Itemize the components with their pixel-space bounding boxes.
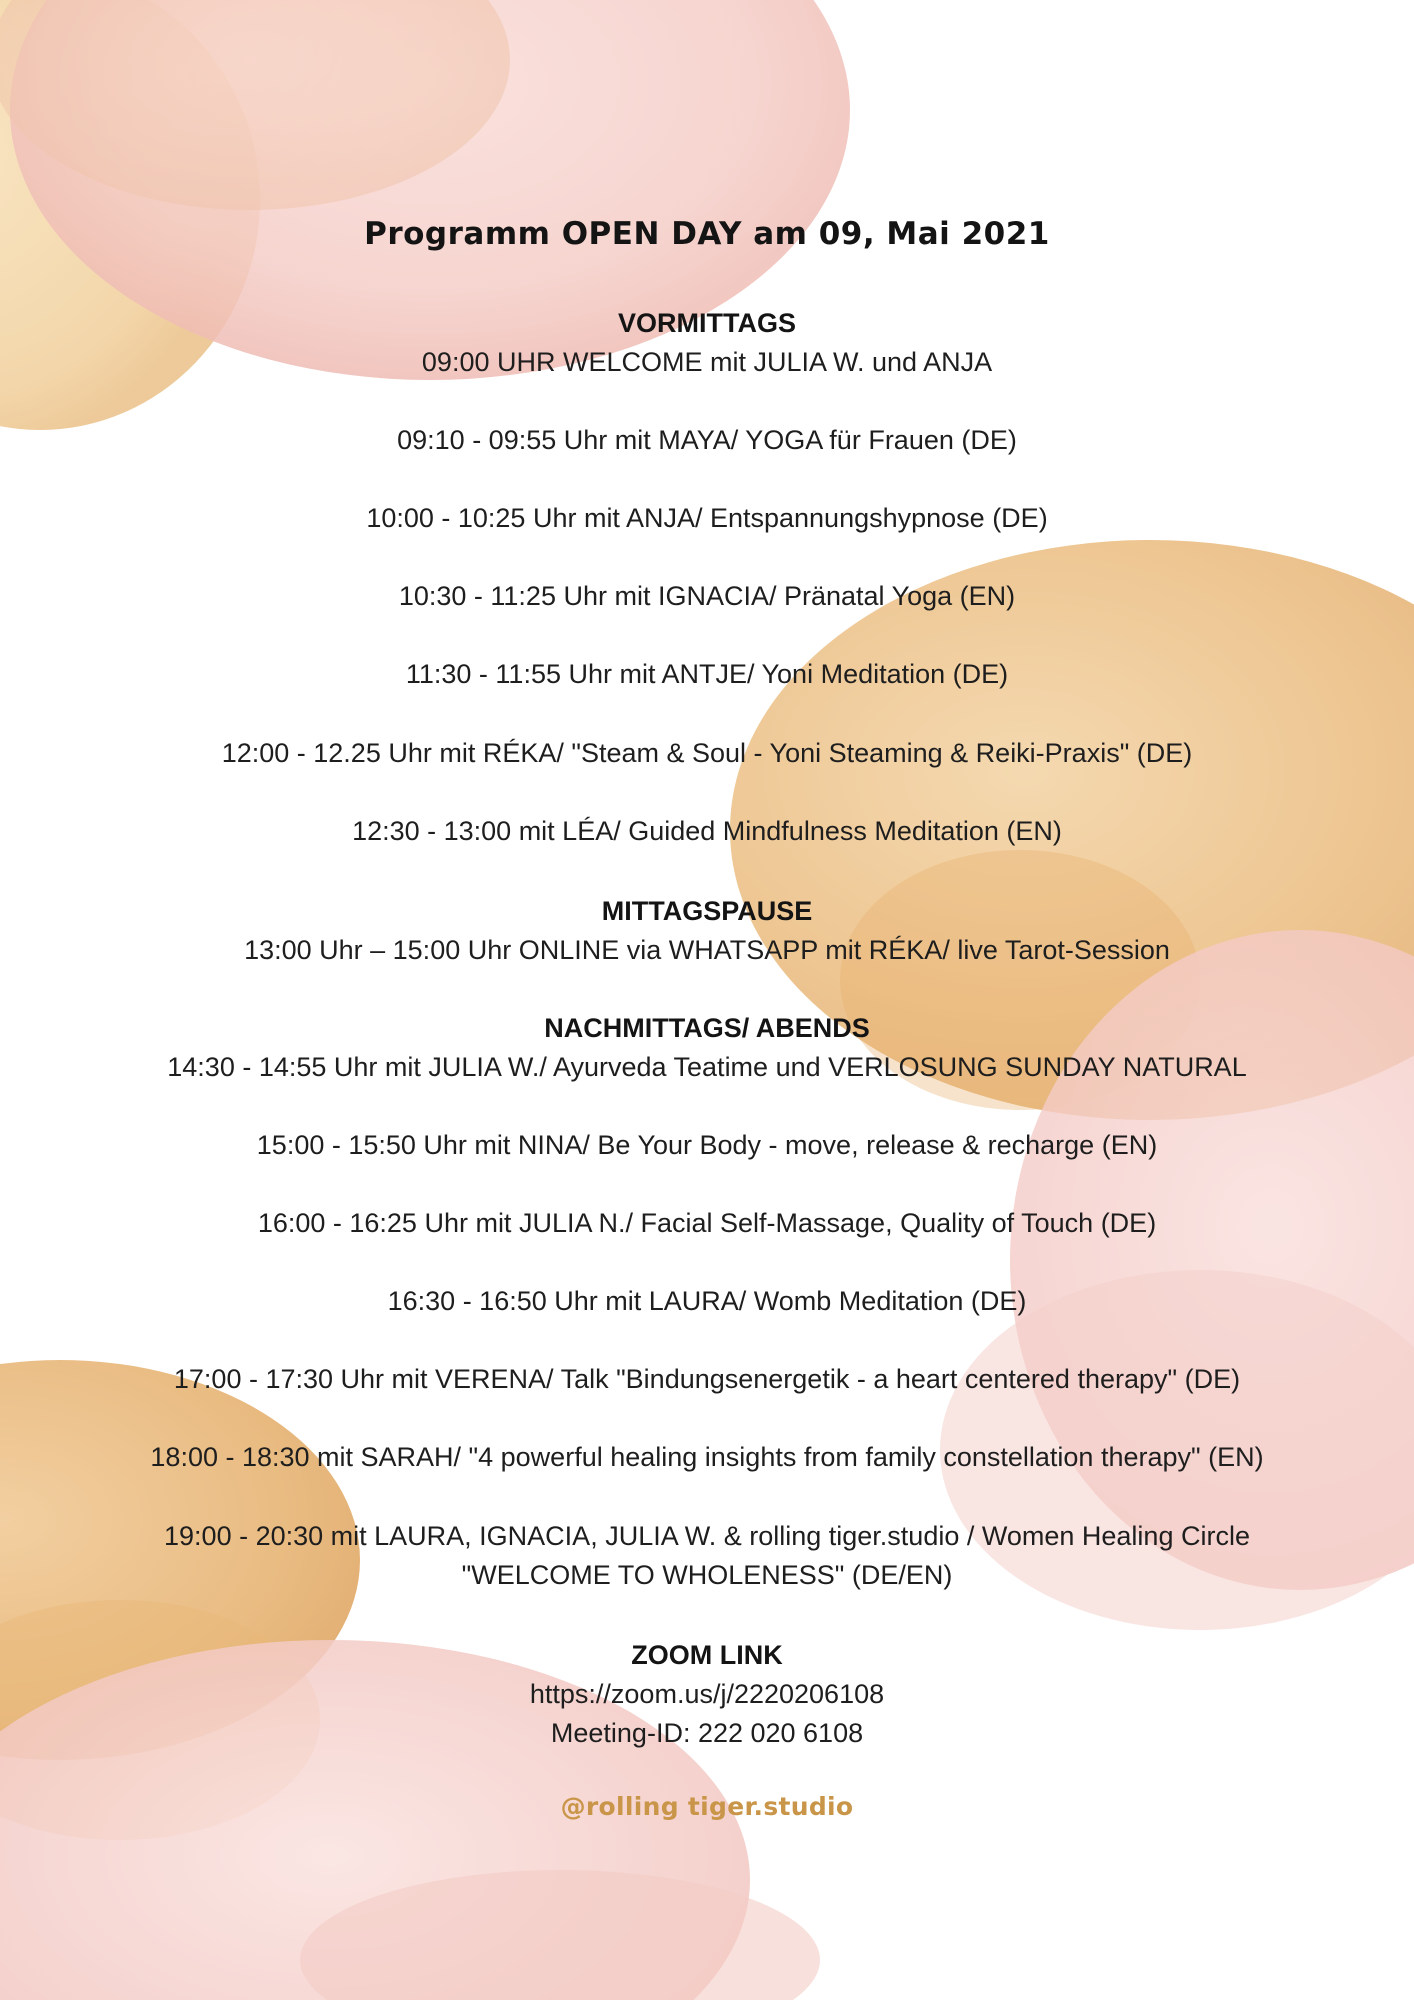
section-heading-lunch: MITTAGSPAUSE [601,896,813,926]
section-heading-morning: VORMITTAGS [618,308,796,338]
schedule-item: 12:30 - 13:00 mit LÉA/ Guided Mindfulness Meditation (EN) [352,816,1062,846]
schedule-item: 12:00 - 12.25 Uhr mit RÉKA/ "Steam & Soul - Yoni Steaming & Reiki-Praxis" (DE) [221,738,1193,768]
page-title: Programm OPEN DAY am 09, Mai 2021 [364,216,1050,252]
schedule-item: 11:30 - 11:55 Uhr mit ANTJE/ Yoni Meditation (DE) [405,659,1009,689]
zoom-link[interactable]: https://zoom.us/j/2220206108 [529,1679,885,1709]
footer-handle[interactable]: @rolling tiger.studio [560,1792,854,1821]
meeting-id: Meeting-ID: 222 020 6108 [550,1718,864,1748]
schedule-item: 14:30 - 14:55 Uhr mit JULIA W./ Ayurveda Teatime und VERLOSUNG SUNDAY NATURAL [167,1052,1247,1082]
section-heading-afternoon: NACHMITTAGS/ ABENDS [544,1013,870,1043]
schedule-item: 16:30 - 16:50 Uhr mit LAURA/ Womb Meditation (DE) [387,1286,1027,1316]
section-heading-zoom: ZOOM LINK [631,1640,783,1670]
schedule-item: 16:00 - 16:25 Uhr mit JULIA N./ Facial Self-Massage, Quality of Touch (DE) [257,1208,1157,1238]
schedule-item: 18:00 - 18:30 mit SARAH/ "4 powerful healing insights from family constellation therapy" (EN) [150,1442,1264,1472]
schedule-item: 15:00 - 15:50 Uhr mit NINA/ Be Your Body - move, release & recharge (EN) [256,1130,1158,1160]
schedule-item: 13:00 Uhr – 15:00 Uhr ONLINE via WHATSAPP mit RÉKA/ live Tarot-Session [244,935,1170,965]
schedule-item: 10:00 - 10:25 Uhr mit ANJA/ Entspannungshypnose (DE) [366,503,1048,533]
schedule-item: 09:10 - 09:55 Uhr mit MAYA/ YOGA für Frauen (DE) [397,425,1017,455]
schedule-item: 17:00 - 17:30 Uhr mit VERENA/ Talk "Bindungsenergetik - a heart centered therapy" (DE) [173,1364,1241,1394]
schedule-item-continued: "WELCOME TO WHOLENESS" (DE/EN) [461,1560,953,1590]
schedule-item: 09:00 UHR WELCOME mit JULIA W. und ANJA [421,347,993,377]
schedule-item: 19:00 - 20:30 mit LAURA, IGNACIA, JULIA W. & rolling tiger.studio / Women Healing Circle [164,1521,1250,1551]
schedule-item: 10:30 - 11:25 Uhr mit IGNACIA/ Pränatal Yoga (EN) [398,581,1016,611]
